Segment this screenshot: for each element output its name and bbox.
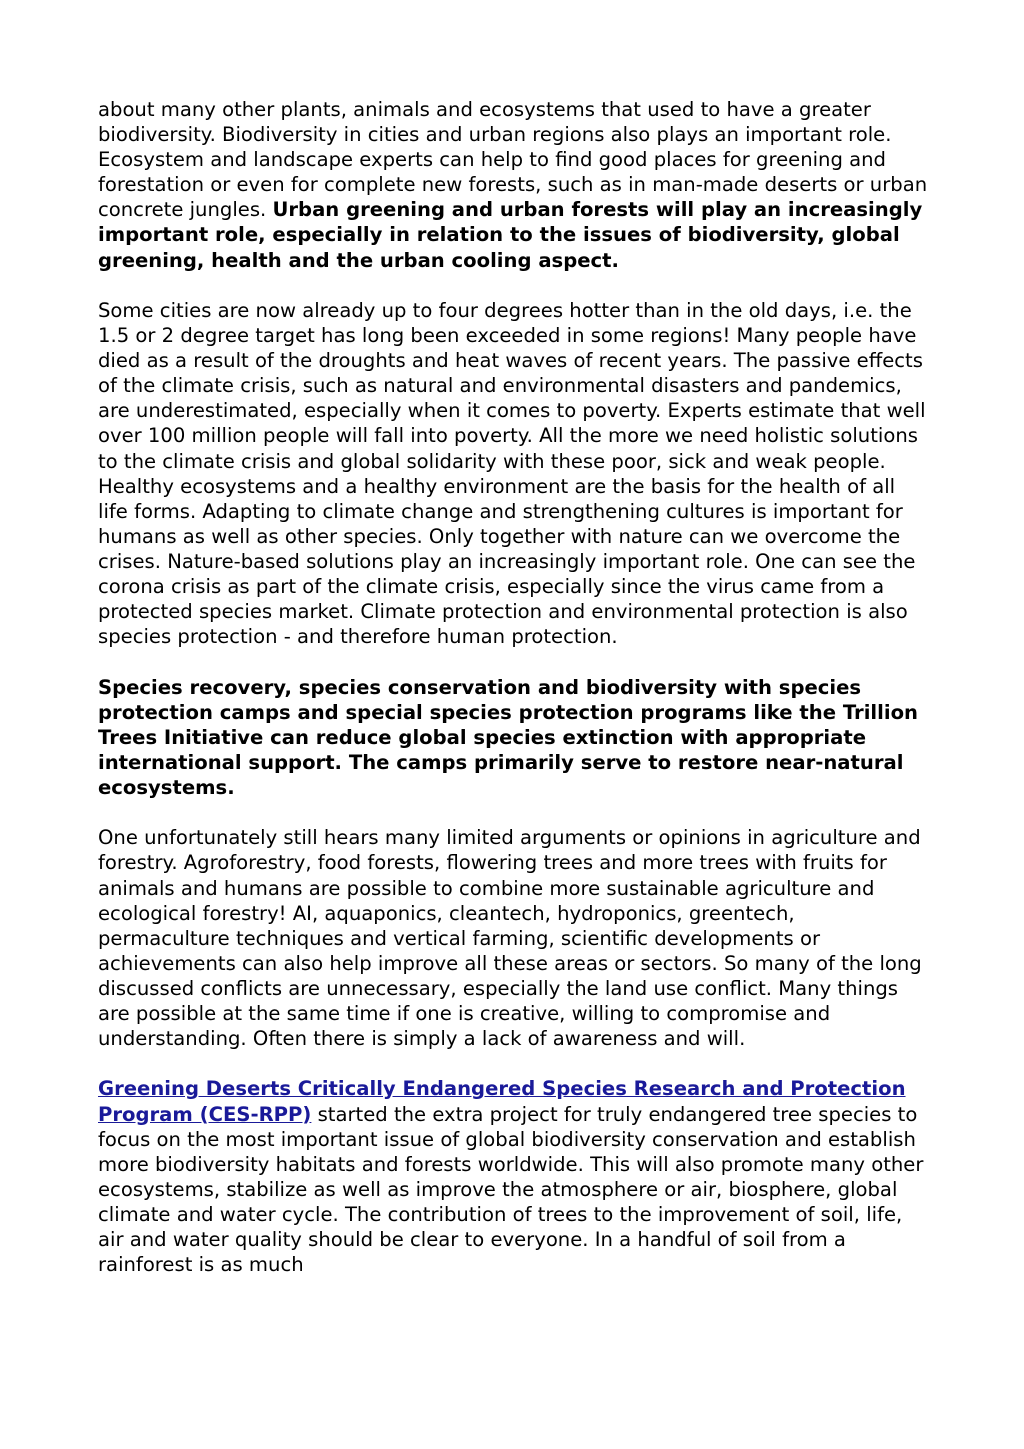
paragraph-species-recovery bbox=[98, 675, 928, 800]
paragraph-text: started the extra project for truly endangered tree species to focus on the most important issue of global biodiversity conservation and establish more biodiversity habitats and forests worldwide. This will also promote many other ecosystems, stabilize as well as improve the atmosphere or air, biosphere, global climate and water cycle. The contribution of trees to the improvement of soil, life, air and water quality should be clear to everyone. In a handful of soil from a rainforest is as much bbox=[98, 1102, 924, 1277]
paragraph-text: Some cities are now already up to four degrees hotter than in the old days, i.e. the 1.5 or 2 degree target has long been exceeded in some regions! Many people have died as a result of the droughts and heat waves of recent years. The passive effects of the climate crisis, such as natural and environmental disasters and pandemics, are underestimated, especially when it comes to poverty. Experts estimate that well over 100 million people will fall into poverty. All the more we need holistic solutions to the climate crisis and global solidarity with these poor, sick and weak people. Healthy ecosystems and a healthy environment are the basis for the health of all life forms. Adapting to climate change and strengthening cultures is important for humans as well as other species. Only together with nature can we overcome the crises. Nature-based solutions play an increasingly important role. One can see the corona crisis as part of the climate crisis, especially since the virus came from a protected species market. Climate protection and environmental protection is also species protection - and therefore human protection. bbox=[98, 298, 926, 649]
document-page bbox=[98, 97, 928, 1303]
paragraph-urban-greening bbox=[98, 97, 928, 273]
paragraph-climate-crisis bbox=[98, 298, 928, 649]
bold-statement: Species recovery, species conservation and biodiversity with species protection camps and special species protection programs like the Trillion Trees Initiative can reduce global species extinction with appropriate international support. The camps primarily serve to restore near-natural ecosystems. bbox=[98, 675, 918, 799]
paragraph-ces-rpp bbox=[98, 1076, 928, 1277]
ces-rpp-link[interactable]: Greening Deserts Critically Endangered Species Research and Protection Program (CES-RPP) bbox=[98, 1077, 906, 1126]
paragraph-agriculture-forestry bbox=[98, 825, 928, 1051]
bold-statement: Urban greening and urban forests will play an increasingly important role, especially in relation to the issues of biodiversity, global greening, health and the urban cooling aspect. bbox=[98, 198, 923, 272]
paragraph-text: about many other plants, animals and ecosystems that used to have a greater biodiversity. Biodiversity in cities and urban regions also plays an important role. Ecosystem and landscape experts can help to find good places for greening and forestation or even for complete new forests, such as in man-made deserts or urban concrete jungles. bbox=[98, 98, 928, 222]
paragraph-text: One unfortunately still hears many limited arguments or opinions in agriculture and forestry. Agroforestry, food forests, flowering trees and more trees with fruits for animals and humans are possible to combine more sustainable agriculture and ecological forestry! AI, aquaponics, cleantech, hydroponics, greentech, permaculture techniques and vertical farming, scientific developments or achievements can also help improve all these areas or sectors. So many of the long discussed conflicts are unnecessary, especially the land use conflict. Many things are possible at the same time if one is creative, willing to compromise and understanding. Often there is simply a lack of awareness and will. bbox=[98, 826, 922, 1051]
